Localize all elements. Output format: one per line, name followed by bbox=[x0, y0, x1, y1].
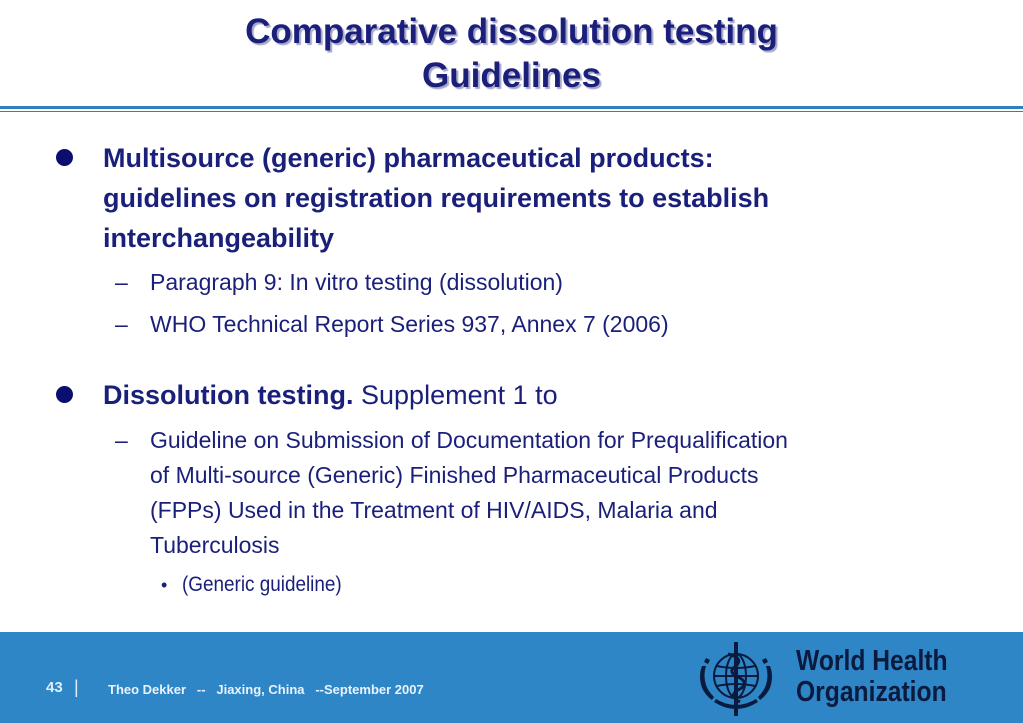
footer-separator: | bbox=[74, 677, 79, 697]
sub-sub-bullet-dot: • bbox=[161, 575, 168, 595]
bullet-1-line-3: interchangeability bbox=[103, 223, 335, 253]
bullet-2-bold: Dissolution testing. bbox=[103, 380, 354, 410]
footer-bar bbox=[0, 632, 1023, 723]
sub-bullet-3-line-2: of Multi-source (Generic) Finished Pharmaceutical Products bbox=[150, 462, 759, 488]
sub-bullet-dash: – bbox=[115, 311, 128, 337]
who-emblem-icon bbox=[694, 636, 778, 720]
org-name bbox=[796, 646, 948, 708]
footer-text: Theo Dekker -- Jiaxing, China --September 2007 bbox=[108, 682, 424, 697]
bullet-2-text bbox=[103, 375, 558, 415]
page-number: 43 bbox=[46, 679, 63, 696]
sub-bullet-3-line-4: Tuberculosis bbox=[150, 532, 280, 558]
sub-bullet-dash: – bbox=[115, 269, 128, 295]
title-line-2: Guidelines bbox=[422, 56, 601, 95]
sub-bullet-2: WHO Technical Report Series 937, Annex 7 (2006) bbox=[150, 311, 669, 337]
sub-bullet-dash: – bbox=[115, 427, 128, 453]
bullet-dot-icon bbox=[56, 386, 73, 403]
sub-bullet-3 bbox=[150, 423, 788, 563]
sub-bullet-3-line-1: Guideline on Submission of Documentation for Prequalification bbox=[150, 427, 788, 453]
bullet-1-line-2: guidelines on registration requirements to establish bbox=[103, 183, 770, 213]
bullet-1-text bbox=[103, 138, 769, 258]
org-name-line-2: Organization bbox=[796, 676, 947, 708]
org-name-line-1: World Health bbox=[796, 645, 948, 677]
bullet-2-plain: Supplement 1 to bbox=[353, 380, 558, 410]
title-divider-thin bbox=[0, 111, 1023, 112]
sub-bullet-1: Paragraph 9: In vitro testing (dissolution) bbox=[150, 269, 563, 295]
bullet-1-line-1: Multisource (generic) pharmaceutical products: bbox=[103, 143, 714, 173]
slide-title bbox=[0, 10, 1023, 98]
bullet-dot-icon bbox=[56, 149, 73, 166]
title-divider bbox=[0, 106, 1023, 109]
title-line-1: Comparative dissolution testing bbox=[245, 12, 778, 51]
sub-bullet-3-line-3: (FPPs) Used in the Treatment of HIV/AIDS, Malaria and bbox=[150, 497, 718, 523]
sub-sub-bullet: (Generic guideline) bbox=[182, 573, 342, 596]
